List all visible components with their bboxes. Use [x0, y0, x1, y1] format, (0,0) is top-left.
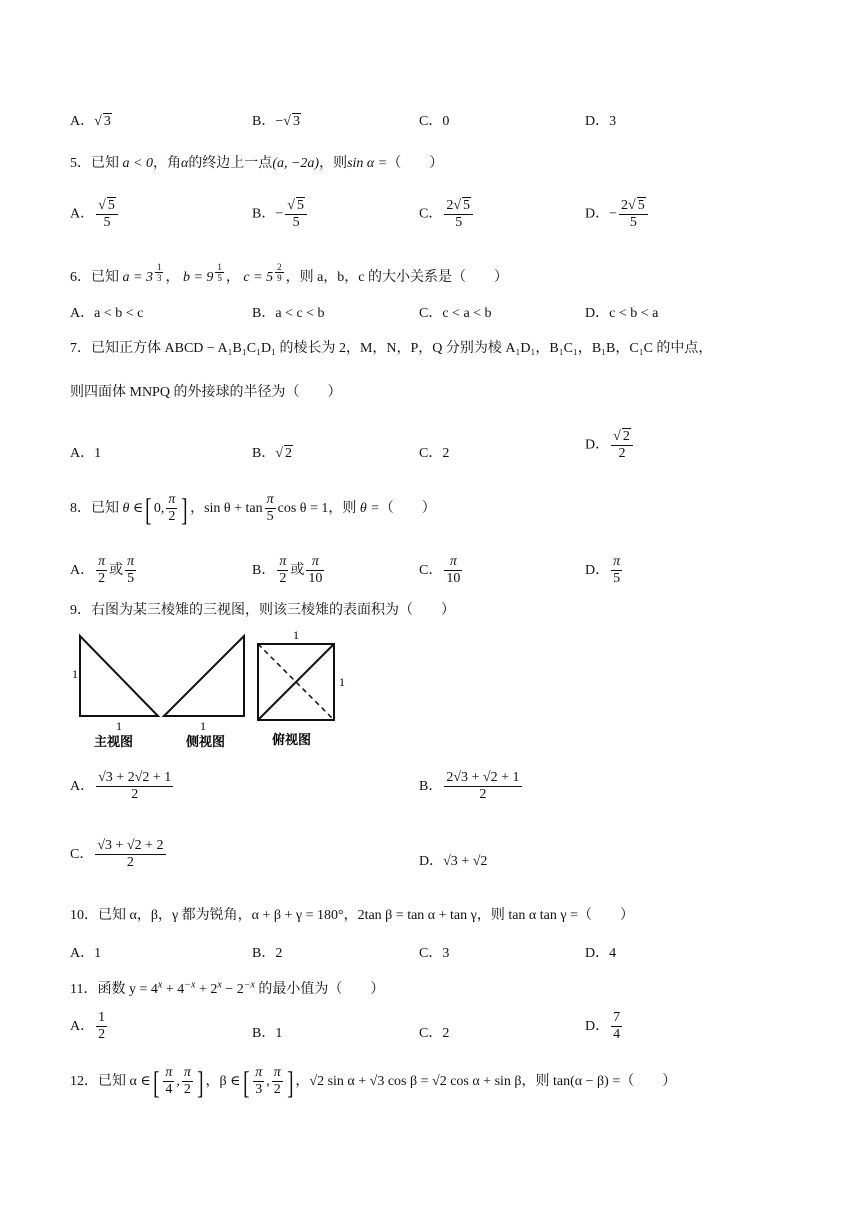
q5-option-a: A． $\frac{√ 5}{5}$ [70, 197, 120, 231]
q5-stem: 5．已知 a < 0，角α的终边上一点(a, −2a)，则sin α =（ ） [70, 156, 444, 171]
q10-option-b: B．2 [252, 946, 283, 961]
q8-option-c: C． $\frac{\pi}{10}$ [419, 554, 461, 587]
q9-option-c: C． $\frac{√3 + √2 + 2}{2}$ [70, 838, 164, 871]
side-view-base-label: 1 [200, 719, 206, 733]
q4-option-a: A．√ 3 [70, 114, 111, 129]
q7-option-d: D． $\frac{√ 2}{2}$ [585, 428, 635, 462]
q5-option-b: B．− $\frac{√ 5}{5}$ [252, 197, 309, 231]
top-view-top-label: 1 [293, 628, 299, 642]
q6-option-d: D．c < b < a [585, 306, 659, 321]
q11-option-d: D． $\frac{7}{4}$ [585, 1010, 621, 1043]
q8-option-a: A． $\frac{\pi}{2}$ 或 $\frac{\pi}{5}$ [70, 554, 135, 587]
q9-option-a: A． $\frac{√3 + 2√2 + 1}{2}$ [70, 770, 172, 803]
q11-stem: 11．函数 $y = 4^x + 4^{-x} + 2^x - 2^{-x}$ 的最小值为（ ） [70, 979, 385, 997]
top-view-side-label: 1 [339, 675, 345, 689]
q4-option-b: B．−√ 3 [252, 114, 300, 129]
q11-option-a: A． $\frac{1}{2}$ [70, 1010, 106, 1043]
three-view-figure [68, 626, 358, 750]
q6-stem: 6．已知 a = 3 $^{\frac{1}{3}}$ ， b = 9 $^{\frac{1}{5}}$ ， c = 5 $^{\frac{2}{9}}$ ，则 a，b，c 的大小关系是（ ） [70, 262, 509, 285]
q6-option-c: C．c < a < b [419, 306, 492, 321]
q7-option-a: A．1 [70, 446, 102, 461]
q10-option-c: C．3 [419, 946, 450, 961]
q4-option-d: D．3 [585, 114, 617, 129]
q9-option-b: B． $\frac{2√3 + √2 + 1}{2}$ [419, 770, 520, 803]
q8-option-d: D． $\frac{\pi}{5}$ [585, 554, 621, 587]
q8-option-b: B． $\frac{\pi}{2}$ 或 $\frac{\pi}{10}$ [252, 554, 323, 587]
q9-stem: 9．右图为某三棱雉的三视图，则该三棱雉的表面积为（ ） [70, 603, 455, 618]
q11-option-b: B．1 [252, 1026, 283, 1041]
side-view-caption: 侧视图 [186, 735, 226, 750]
q5-option-c: C． $\frac{2√ 5}{5}$ [419, 197, 475, 231]
side-view-triangle [164, 636, 244, 716]
top-view-caption: 俯视图 [272, 733, 312, 748]
q4-option-c: C．0 [419, 114, 450, 129]
q5-option-d: D．− $\frac{2√ 5}{5}$ [585, 197, 650, 231]
front-view-caption: 主视图 [94, 735, 134, 750]
q8-stem: 8．已知 θ ∈[ 0, $\frac{\pi}{2}$ ] ，sin θ + tan $\frac{\pi}{5}$ cos θ = 1，则 θ =（ ） [70, 490, 436, 527]
q7-stem-line1: 7．已知正方体 ABCD − A₁B₁C₁D₁ 的棱长为 2，M，N，P，Q 分别为棱 A₁D₁，B₁C₁，B₁B，C₁C 的中点， [70, 341, 713, 356]
q12-stem: 12．已知 α ∈[ $\frac{\pi}{4}$ , $\frac{\pi}{2}$ ] ，β ∈[ $\frac{\pi}{3}$ , $\frac{\pi}{2}$ ] ，√2 sin α + √3 cos β = √2 cos α + sin β，则 tan(α − β) =（ ） [70, 1063, 677, 1100]
q6-option-a: A．a < b < c [70, 306, 144, 321]
front-view-base-label: 1 [116, 719, 122, 733]
q10-option-d: D．4 [585, 946, 617, 961]
q7-option-b: B．√ 2 [252, 446, 293, 461]
q7-option-c: C．2 [419, 446, 450, 461]
q9-option-d: D．√3 + √2 [419, 854, 488, 869]
front-view-triangle [80, 636, 158, 716]
q7-stem-line2: 则四面体 MNPQ 的外接球的半径为（ ） [70, 385, 342, 400]
front-view-height-label: 1 [72, 667, 78, 681]
q10-stem: 10．已知 α，β，γ 都为锐角，α + β + γ = 180°，2tan β = tan α + tan γ，则 tan α tan γ =（ ） [70, 908, 634, 923]
q6-option-b: B．a < c < b [252, 306, 325, 321]
q10-option-a: A．1 [70, 946, 102, 961]
q11-option-c: C．2 [419, 1026, 450, 1041]
